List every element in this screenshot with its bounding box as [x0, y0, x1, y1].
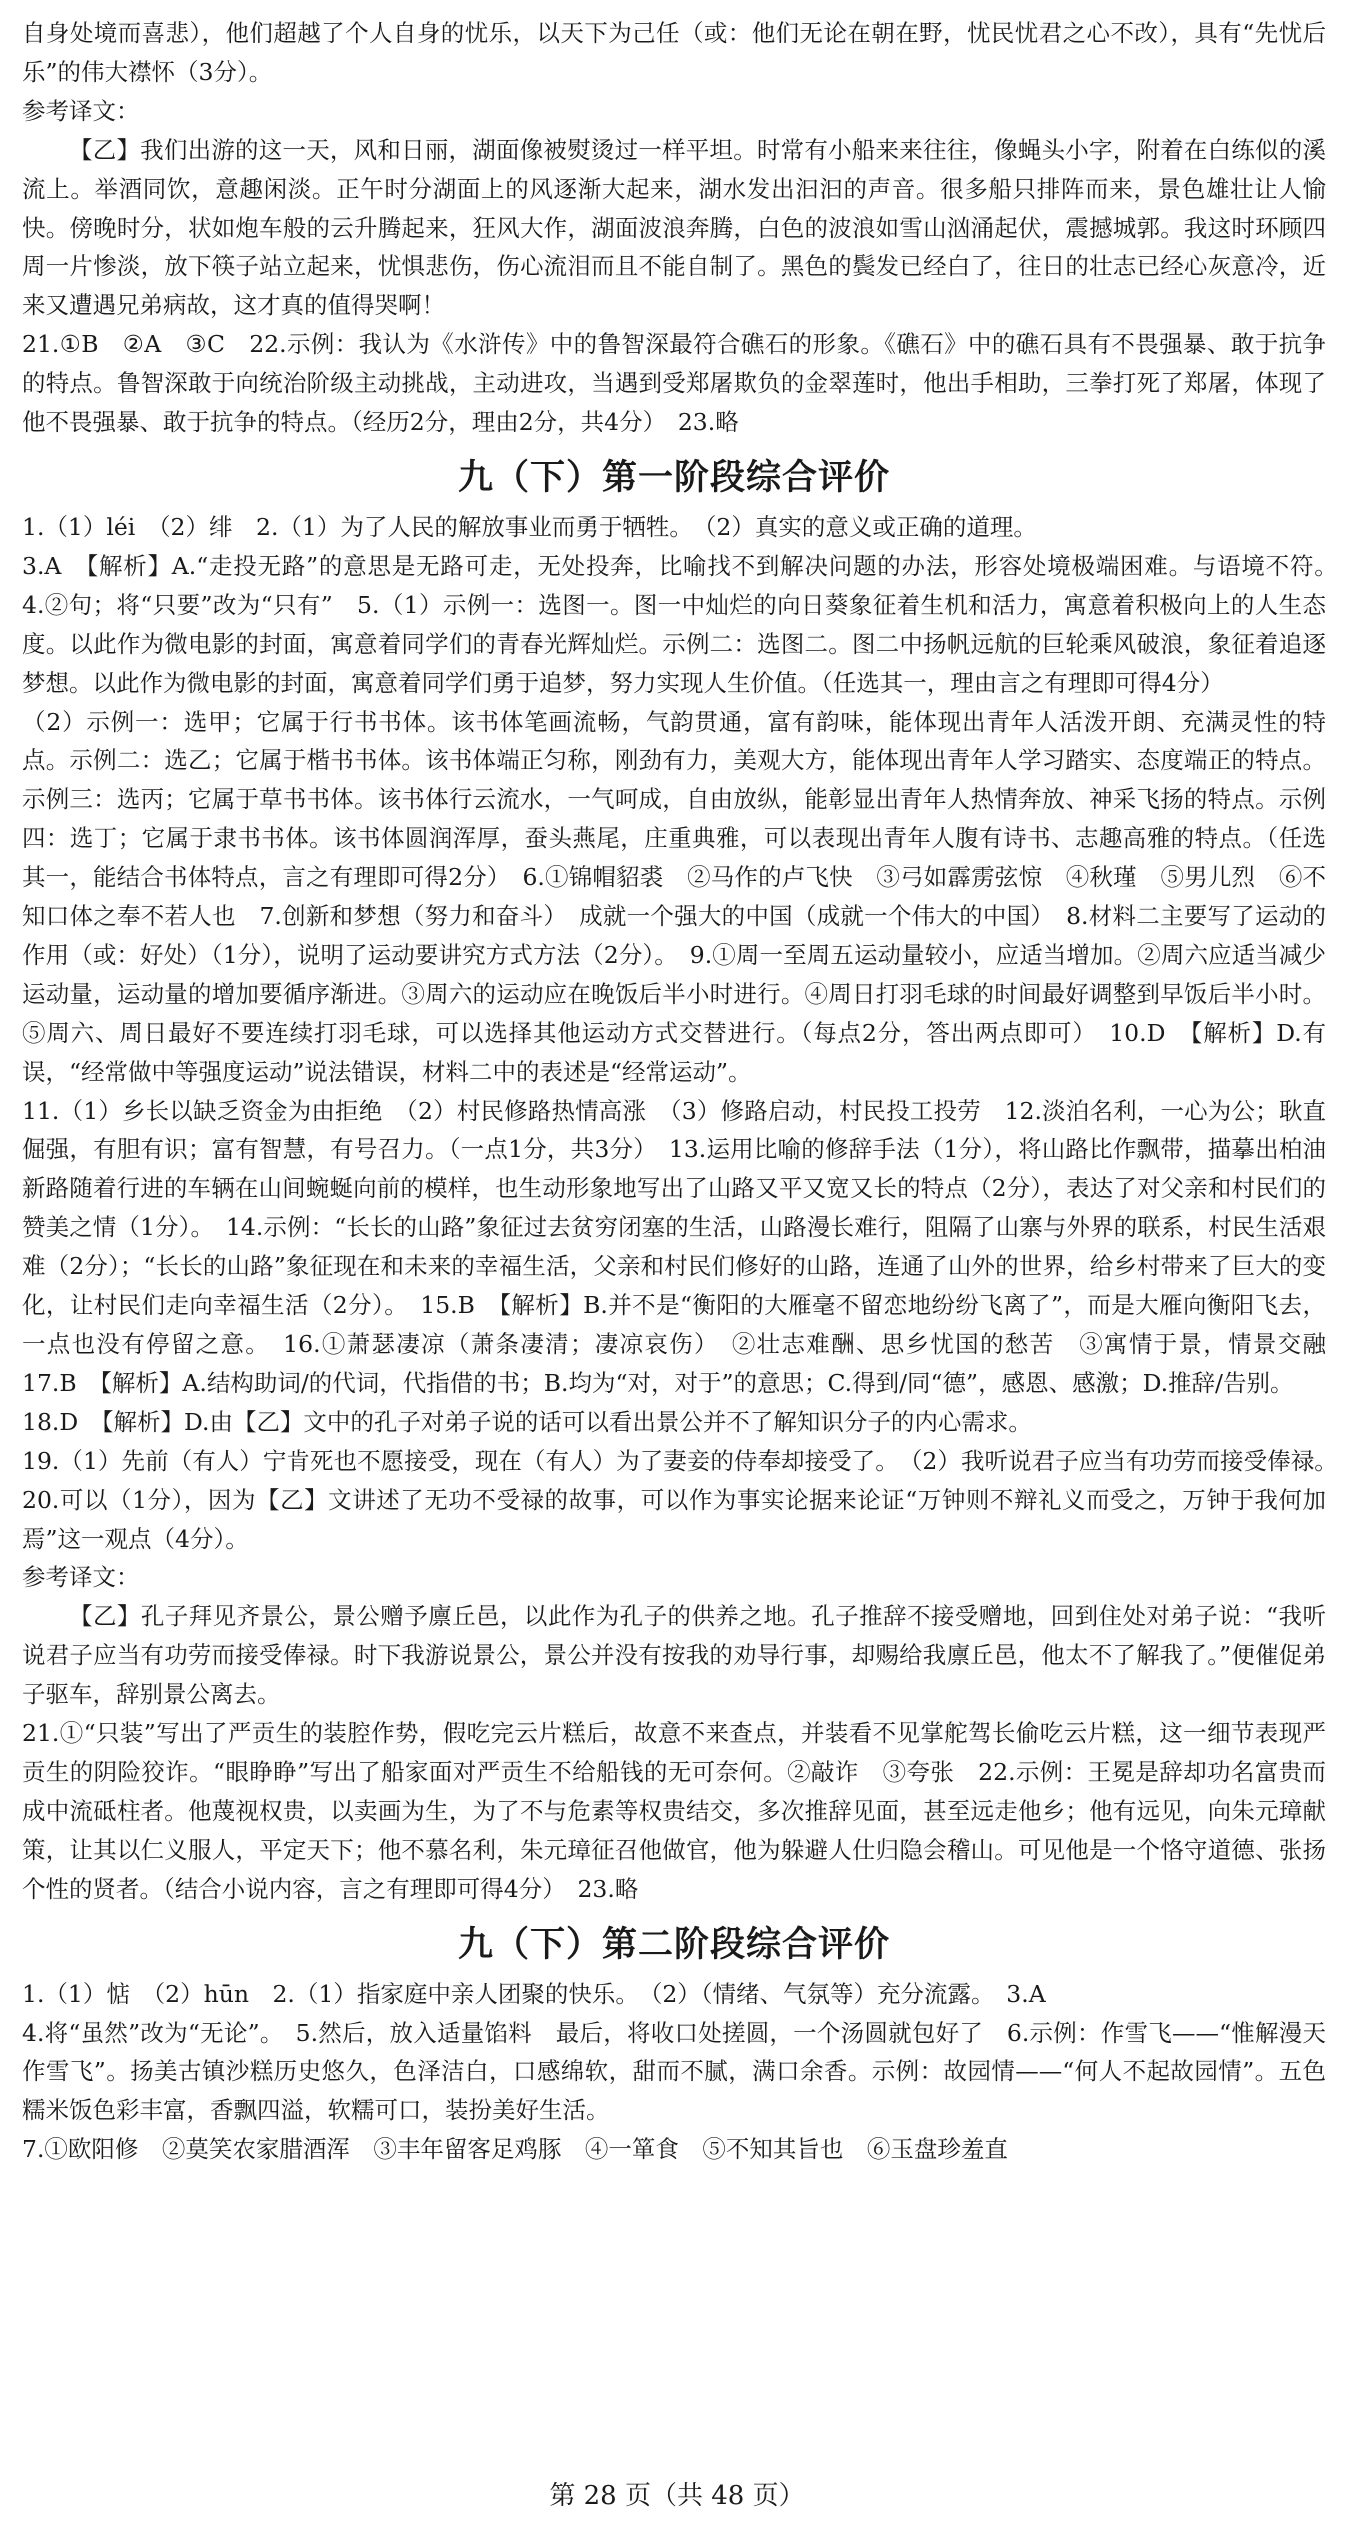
answer-paragraph: 4.将“虽然”改为“无论”。 5.然后，放入适量馅料 最后，将收口处搓圆，一个汤圆就包好了 6.示例：作雪飞——“惟解漫天作雪飞”。扬美古镇沙糕历史悠久，色泽洁白，口感绵软，甜而不腻，满口余香。示例：故园情——“何人不起故园情”。五色糯米饭色彩丰富，香飘四溢，软糯可口，装扮美好生活。 — [22, 2018, 1326, 2125]
answer-paragraph: （2）示例一：选甲；它属于行书书体。该书体笔画流畅，气韵贯通，富有韵味，能体现出青年人活泼开朗、充满灵性的特点。示例二：选乙；它属于楷书书体。该书体端正匀称，刚劲有力，美观大方，能体现出青年人学习踏实、态度端正的特点。示例三：选丙；它属于草书书体。该书体行云流水，一气呵成，自由放纵，能彰显出青年人热情奔放、神采飞扬的特点。示例四：选丁；它属于隶书书体。该书体圆润浑厚，蚕头燕尾，庄重典雅，可以表现出青年人腹有诗书、志趣高雅的特点。（任选其一，能结合书体特点，言之有理即可得2分） 6.①锦帽貂裘 ②马作的卢飞快 ③弓如霹雳弦惊 ④秋瑾 ⑤男儿烈 ⑥不知口体之奉不若人也 7.创新和梦想（努力和奋斗） 成就一个强大的中国（成就一个伟大的中国） 8.材料二主要写了运动的作用（或：好处）（1分），说明了运动要讲究方式方法（2分）。 9.①周一至周五运动量较小，应适当增加。②周六应适当减少运动量，运动量的增加要循序渐进。③周六的运动应在晚饭后半小时进行。④周日打羽毛球的时间最好调整到早饭后半小时。⑤周六、周日最好不要连续打羽毛球，可以选择其他运动方式交替进行。（每点2分，答出两点即可） 10.D 【解析】D.有误，“经常做中等强度运动”说法错误，材料二中的表述是“经常运动”。 — [22, 707, 1326, 1086]
page-footer: 第 28 页（共 48 页） — [549, 2481, 805, 2511]
answer-paragraph: 21.①B ②A ③C 22.示例：我认为《水浒传》中的鲁智深最符合礁石的形象。《礁石》中的礁石具有不畏强暴、敢于抗争的特点。鲁智深敢于向统治阶级主动挑战，主动进攻，当遇到受郑屠欺负的金翠莲时，他出手相助，三拳打死了郑屠，体现了他不畏强暴、敢于抗争的特点。（经历2分，理由2分，共4分） 23.略 — [22, 330, 1326, 437]
answer-paragraph: 1.（1）惦 （2）hūn 2.（1）指家庭中亲人团聚的快乐。 （2）（情绪、气氛等）充分流露。 3.A — [22, 1979, 1046, 2008]
answer-paragraph: 21.①“只装”写出了严贡生的装腔作势，假吃完云片糕后，故意不来查点，并装看不见掌舵驾长偷吃云片糕，这一细节表现严贡生的阴险狡诈。“眼睁睁”写出了船家面对严贡生不给船钱的无可奈何。②敲诈 ③夸张 22.示例：王冕是辞却功名富贵而成中流砥柱者。他蔑视权贵，以卖画为生，为了不与危素等权贵结交，多次推辞见面，甚至远走他乡；他有远见，向朱元璋献策，让其以仁义服人，平定天下；他不慕名利，朱元璋征召他做官，他为躲避人仕归隐会稽山。可见他是一个恪守道德、张扬个性的贤者。（结合小说内容，言之有理即可得4分） 23.略 — [22, 1719, 1326, 1903]
answer-paragraph: 1.（1）léi （2）绯 2.（1）为了人民的解放事业而勇于牺牲。 （2）真实的意义或正确的道理。 — [22, 512, 1037, 541]
answer-paragraph: 参考译文： — [22, 96, 140, 125]
answer-paragraph: 参考译文： — [22, 1563, 140, 1592]
section-heading: 九（下）第二阶段综合评价 — [457, 1924, 890, 1965]
answer-paragraph: 3.A 【解析】A.“走投无路”的意思是无路可走，无处投奔，比喻找不到解决问题的办法，形容处境极端困难。与语境不符。 4.②句；将“只要”改为“只有” 5.（1）示例一：选图一。图一中灿烂的向日葵象征着生机和活力，寓意着积极向上的人生态度。以此作为微电影的封面，寓意着同学们的青春光辉灿烂。示例二：选图二。图二中扬帆远航的巨轮乘风破浪，象征着追逐梦想。以此作为微电影的封面，寓意着同学们勇于追梦，努力实现人生价值。（任选其一，理由言之有理即可得4分） — [22, 551, 1350, 697]
answer-paragraph: 18.D 【解析】D.由【乙】文中的孔子对弟子说的话可以看出景公并不了解知识分子的内心需求。 — [22, 1407, 1032, 1436]
section-heading: 九（下）第一阶段综合评价 — [457, 457, 890, 498]
answer-paragraph: 19.（1）先前（有人）宁肯死也不愿接受，现在（有人）为了妻妾的侍奉却接受了。 （2）我听说君子应当有功劳而接受俸禄。 20.可以（1分），因为【乙】文讲述了无功不受禄的故事，可以作为事实论据来论证“万钟则不辩礼义而受之，万钟于我何加焉”这一观点（4分）。 — [22, 1446, 1350, 1553]
translation-paragraph: 【乙】孔子拜见齐景公，景公赠予廪丘邑，以此作为孔子的供养之地。孔子推辞不接受赠地，回到住处对弟子说：“我听说君子应当有功劳而接受俸禄。时下我游说景公，景公并没有按我的劝导行事，却赐给我廪丘邑，他太不了解我了。”便催促弟子驱车，辞别景公离去。 — [22, 1602, 1326, 1709]
answer-content — [22, 14, 1350, 2169]
answer-paragraph: 11.（1）乡长以缺乏资金为由拒绝 （2）村民修路热情高涨 （3）修路启动，村民投工投劳 12.淡泊名利，一心为公；耿直倔强，有胆有识；富有智慧，有号召力。（一点1分，共3分） 13.运用比喻的修辞手法（1分），将山路比作飘带，描摹出柏油新路随着行进的车辆在山间蜿蜒向前的模样，也生动形象地写出了山路又平又宽又长的特点（2分），表达了对父亲和村民们的赞美之情（1分）。 14.示例：“长长的山路”象征过去贫穷闭塞的生活，山路漫长难行，阻隔了山寨与外界的联系，村民生活艰难（2分）；“长长的山路”象征现在和未来的幸福生活，父亲和村民们修好的山路，连通了山外的世界，给乡村带来了巨大的变化，让村民们走向幸福生活（2分）。 15.B 【解析】B.并不是“衡阳的大雁毫不留恋地纷纷飞离了”，而是大雁向衡阳飞去，一点也没有停留之意。 16.①萧瑟凄凉（萧条凄清；凄凉哀伤） ②壮志难酬、思乡忧国的愁苦 ③寓情于景，情景交融 17.B 【解析】A.结构助词/的代词，代指借的书；B.均为“对，对于”的意思；C.得到/同“德”，感恩、感激；D.推辞/告别。 — [22, 1096, 1350, 1397]
translation-paragraph: 【乙】我们出游的这一天，风和日丽，湖面像被熨烫过一样平坦。时常有小船来来往往，像蝇头小字，附着在白练似的溪流上。举酒同饮，意趣闲淡。正午时分湖面上的风逐渐大起来，湖水发出汩汩的声音。很多船只排阵而来，景色雄壮让人愉快。傍晚时分，状如炮车般的云升腾起来，狂风大作，湖面波浪奔腾，白色的波浪如雪山汹涌起伏，震撼城郭。我这时环顾四周一片惨淡，放下筷子站立起来，忧惧悲伤，伤心流泪而且不能自制了。黑色的鬓发已经白了，往日的壮志已经心灰意冷，近来又遭遇兄弟病故，这才真的值得哭啊！ — [22, 135, 1326, 320]
answer-paragraph: 自身处境而喜悲），他们超越了个人自身的忧乐，以天下为己任（或：他们无论在朝在野，忧民忧君之心不改），具有“先忧后乐”的伟大襟怀（3分）。 — [22, 19, 1326, 86]
answer-paragraph: 7.①欧阳修 ②莫笑农家腊酒浑 ③丰年留客足鸡豚 ④一箪食 ⑤不知其旨也 ⑥玉盘珍羞直 — [22, 2135, 1008, 2164]
